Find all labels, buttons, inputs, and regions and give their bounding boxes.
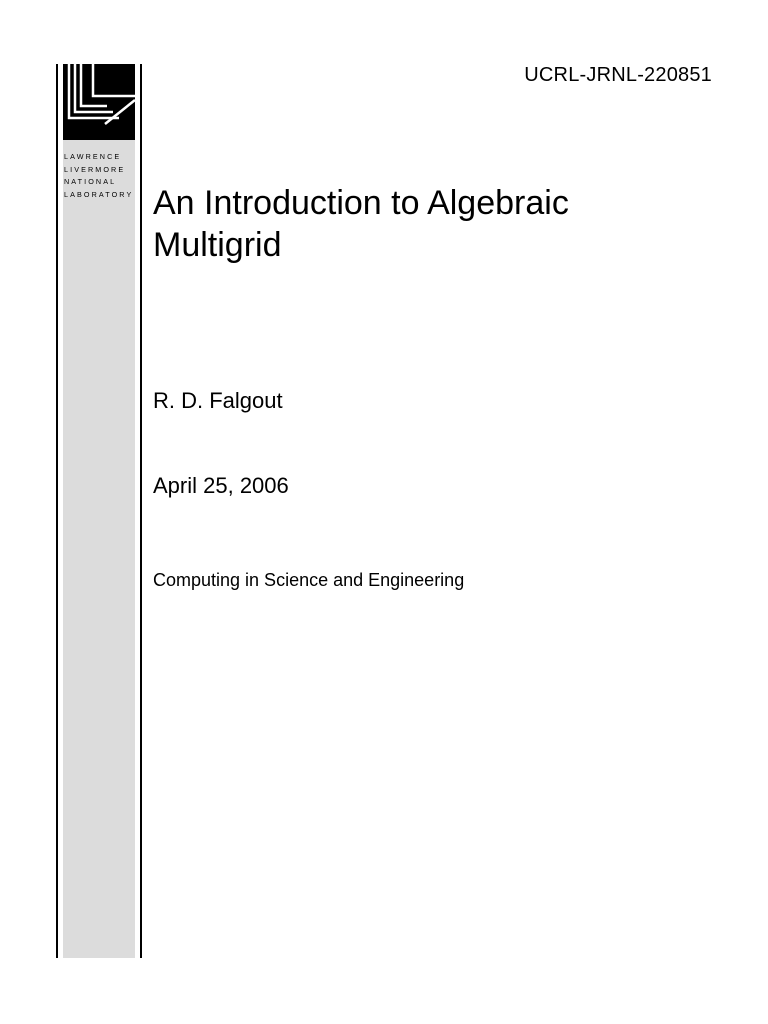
lab-name-line-1: LAWRENCE: [64, 152, 122, 161]
left-border-rule: [56, 64, 58, 958]
lab-name-line-2: LIVERMORE: [64, 164, 126, 174]
document-title: An Introduction to Algebraic Multigrid: [153, 184, 569, 264]
journal-name: Computing in Science and Engineering: [153, 570, 465, 590]
report-id: UCRL-JRNL-220851: [524, 64, 712, 86]
lab-name-line-3: NATIONAL: [64, 177, 117, 186]
author: R. D. Falgout: [153, 388, 283, 413]
llnl-logo-icon: [63, 64, 135, 140]
publication-date: April 25, 2006: [153, 473, 289, 498]
lab-name-line-4: LABORATORY: [64, 189, 134, 199]
lab-name-block: [64, 151, 136, 201]
right-border-rule: [140, 64, 142, 958]
